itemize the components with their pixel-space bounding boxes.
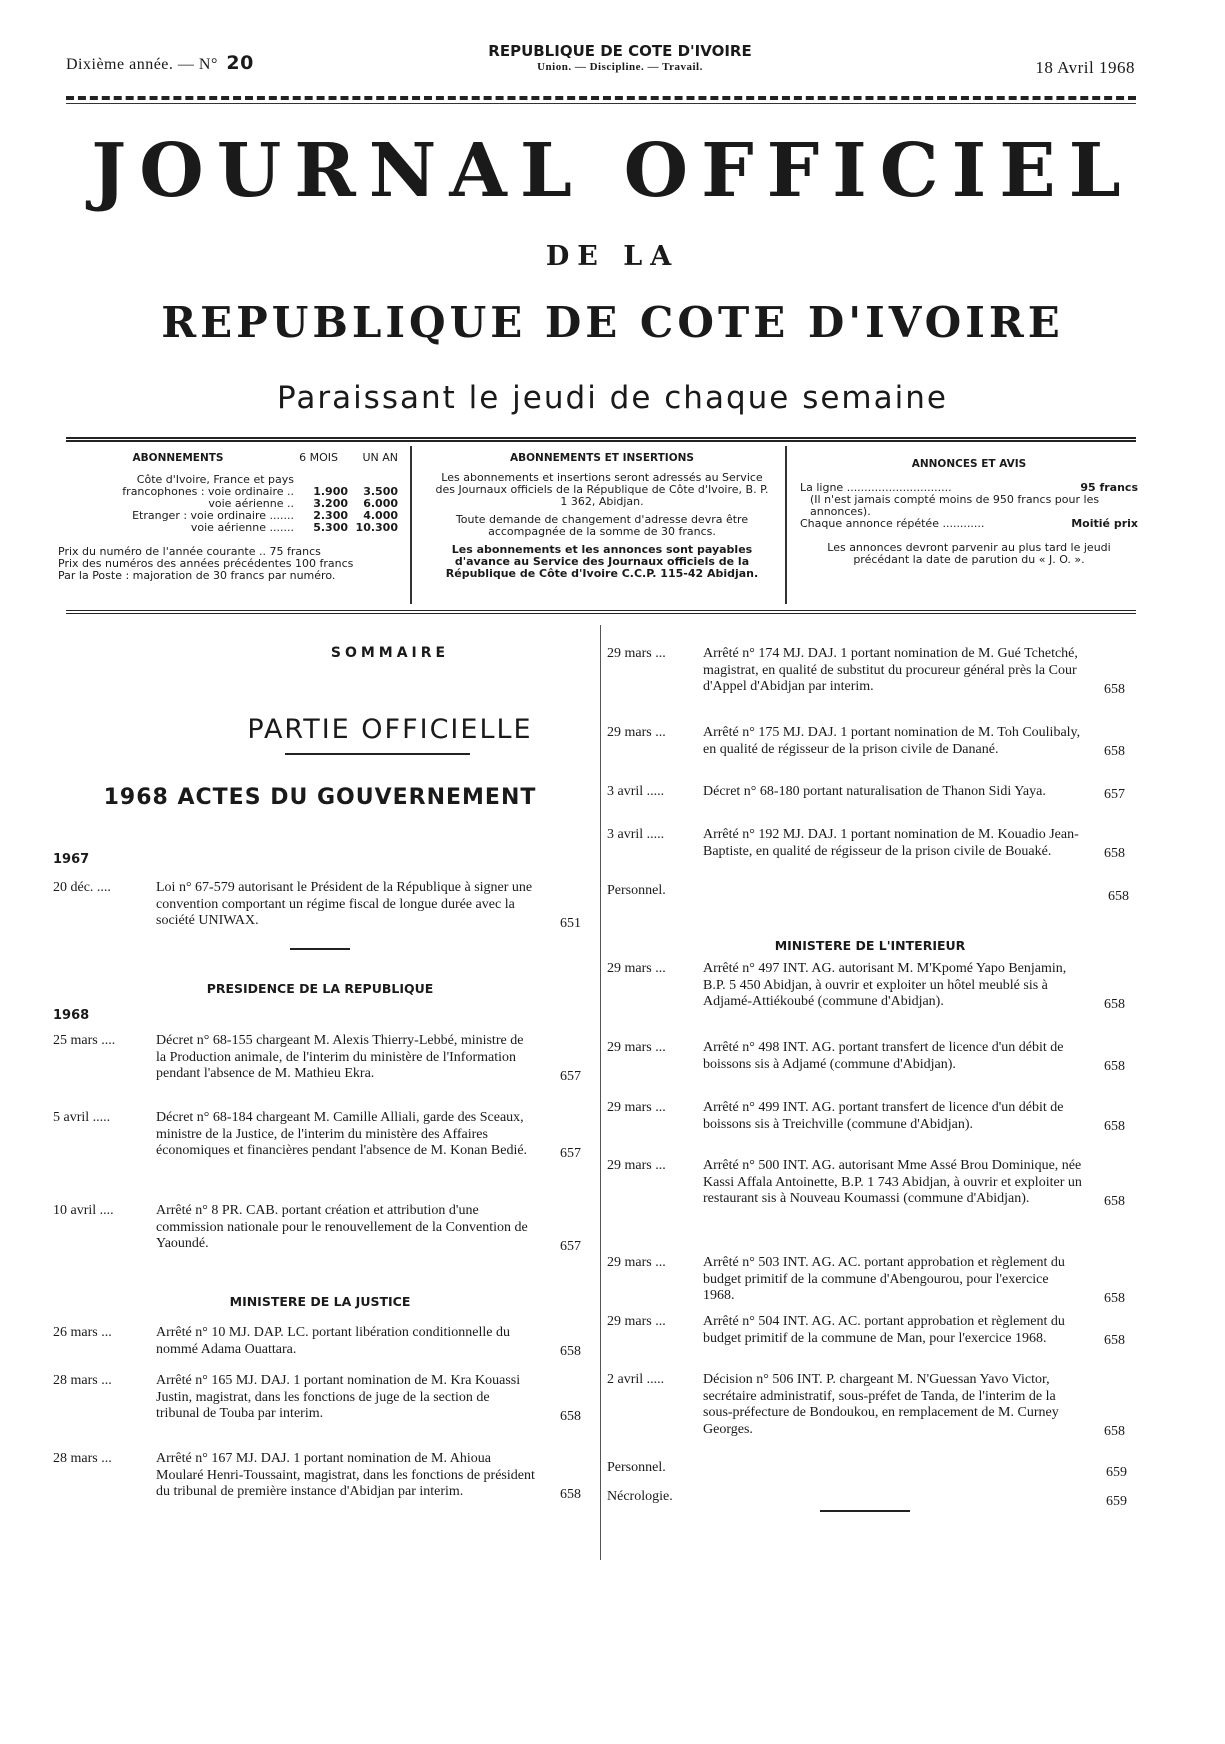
abonnement-label: francophones : voie ordinaire .. <box>122 485 294 498</box>
header-country: REPUBLIQUE DE COTE D'IVOIRE <box>488 42 752 60</box>
info-band-top-rule <box>66 437 1136 442</box>
sommaire-entry <box>53 1373 590 1453</box>
entry-text: Loi n° 67-579 autorisant le Président de la République à signer une convention comportant un régime fiscal de longue durée avec la société UNIWAX. <box>156 880 533 928</box>
abonnement-6mois: 5.300 <box>313 521 348 534</box>
necrologie-page: 659 <box>1106 1494 1127 1509</box>
insertions-p2: Toute demande de changement d'adresse devra être accompagnée de la somme de 30 francs. <box>455 513 749 538</box>
issue-prefix: Dixième année. — N° <box>66 56 218 73</box>
personnel-label: Personnel. <box>607 883 666 898</box>
entry-page: 657 <box>560 1239 581 1254</box>
abonnement-label: Côte d'Ivoire, France et pays <box>136 473 294 486</box>
entry-text: Arrêté n° 167 MJ. DAJ. 1 portant nomination de M. Ahioua Moularé Henri-Toussaint, magistrat, dans les fonctions de président du tribunal de première instance d'Abidjan par interim. <box>156 1451 535 1499</box>
insertions-p1: Les abonnements et insertions seront adressés au Service des Journaux officiels de la République de Côte d'Ivoire, B. P. 1 362, Abidjan. <box>435 471 769 508</box>
annonce-repetee-value: Moitié prix <box>1071 517 1138 530</box>
annonce-ligne-value: 95 francs <box>1080 481 1138 494</box>
header-rule <box>66 96 1136 100</box>
entry-text: Arrêté n° 174 MJ. DAJ. 1 portant nomination de M. Gué Tchetché, magistrat, en qualité de substitut du procureur général près la Cour d'Appel d'Abidjan par interim. <box>703 646 1078 694</box>
necrologie-label: Nécrologie. <box>607 1489 673 1504</box>
annonce-repetee-label: Chaque annonce répétée ............ <box>800 517 985 530</box>
entry-page: 657 <box>560 1146 581 1161</box>
entry-text: Arrêté n° 504 INT. AG. AC. portant approbation et règlement du budget primitif de la commune de Man, pour l'exercice 1968. <box>703 1314 1065 1346</box>
entry-page: 658 <box>1104 1059 1125 1074</box>
sommaire-entry <box>53 1110 590 1190</box>
journal-de-la: DE LA <box>545 241 680 272</box>
year-heading: 1968 <box>53 1008 90 1023</box>
personnel-page: 659 <box>1106 1465 1127 1480</box>
entry-page: 658 <box>1104 744 1125 759</box>
header-rule-thin <box>66 103 1136 104</box>
entry-date: 28 mars ... <box>53 1373 112 1388</box>
section-separator <box>290 948 350 950</box>
header-center <box>420 42 820 73</box>
annonces-footer: Les annonces devront parvenir au plus tard le jeudi précédant la date de parution du « J. O. ». <box>827 541 1111 566</box>
abonnement-6mois: 1.900 <box>313 485 348 498</box>
insertions-box <box>432 452 772 580</box>
journal-subtitle: Paraissant le jeudi de chaque semaine <box>277 380 948 416</box>
annonces-title: ANNONCES ET AVIS <box>911 458 1027 470</box>
entry-date: 29 mars ... <box>607 1255 666 1270</box>
abonnements-header <box>58 452 398 464</box>
annonces-box <box>800 452 1138 566</box>
abonnement-1an: 3.500 <box>363 485 398 498</box>
entry-date: 29 mars ... <box>607 1314 666 1329</box>
sommaire-entry <box>53 1451 590 1531</box>
entry-text: Arrêté n° 175 MJ. DAJ. 1 portant nomination de M. Toh Coulibaly, en qualité de régisseur de la prison civile de Danané. <box>703 725 1081 757</box>
info-band-bottom-rule <box>66 610 1136 614</box>
abonnement-label: voie aérienne .. <box>208 497 294 510</box>
entry-text: Décret n° 68-180 portant naturalisation de Thanon Sidi Yaya. <box>703 784 1046 799</box>
sommaire-entry <box>53 1203 590 1283</box>
entry-text: Arrêté n° 500 INT. AG. autorisant Mme Assé Brou Dominique, née Kassi Affala Antoinette, B.P. 1 743 Abidjan, à ouvrir et exploiter un restaurant sis à Nouveau Koumassi (commune d'Abidjan). <box>703 1158 1082 1206</box>
price-line: Par la Poste : majoration de 30 francs par numéro. <box>58 569 336 582</box>
entry-date: 29 mars ... <box>607 725 666 740</box>
entry-date: 2 avril ..... <box>607 1372 665 1387</box>
sommaire-entry <box>607 827 1134 907</box>
entry-date: 10 avril .... <box>53 1203 114 1218</box>
sommaire-title: SOMMAIRE <box>330 645 450 661</box>
section-presidence: PRESIDENCE DE LA REPUBLIQUE <box>206 981 434 996</box>
partie-underline <box>285 753 470 755</box>
entry-text: Arrêté n° 503 INT. AG. AC. portant approbation et règlement du budget primitif de la commune d'Abengourou, pour l'exercice 1968. <box>703 1255 1065 1303</box>
price-line: Prix des numéros des années précédentes 100 francs <box>58 557 354 570</box>
price-line: Prix du numéro de l'année courante .. 75 francs <box>58 545 321 558</box>
abonnement-row <box>58 522 398 534</box>
entry-date: 28 mars ... <box>53 1451 112 1466</box>
partie-officielle: PARTIE OFFICIELLE <box>247 714 533 745</box>
sommaire-entry <box>607 1158 1134 1238</box>
entry-date: 26 mars ... <box>53 1325 112 1340</box>
entry-text: Arrêté n° 497 INT. AG. autorisant M. M'Kpomé Yapo Benjamin, B.P. 5 450 Abidjan, à ouvrir et exploiter un hôtel meublé sis à Adjamé-Attiékoubé (commune d'Abidjan). <box>703 961 1067 1009</box>
entry-text: Arrêté n° 192 MJ. DAJ. 1 portant nomination de M. Kouadio Jean-Baptiste, en qualité de régisseur de la prison civile de Bouaké. <box>703 827 1079 859</box>
entry-page: 657 <box>560 1069 581 1084</box>
entry-date: 29 mars ... <box>607 1158 666 1173</box>
header-motto: Union. — Discipline. — Travail. <box>537 61 703 73</box>
abonnement-6mois: 3.200 <box>313 497 348 510</box>
insertions-title: ABONNEMENTS ET INSERTIONS <box>510 452 694 464</box>
entry-date: 20 déc. .... <box>53 880 111 895</box>
entry-page: 658 <box>1104 997 1125 1012</box>
column-divider <box>600 625 601 1560</box>
entry-date: 29 mars ... <box>607 646 666 661</box>
annonce-note: (Il n'est jamais compté moins de 950 francs pour les annonces). <box>810 493 1100 518</box>
entry-text: Arrêté n° 165 MJ. DAJ. 1 portant nomination de M. Kra Kouassi Justin, magistrat, dans les fonctions de juge de la section de tribunal de Touba par interim. <box>156 1373 521 1421</box>
journal-republic: REPUBLIQUE DE COTE D'IVOIRE <box>161 298 1064 347</box>
entry-page: 651 <box>560 916 581 931</box>
entry-date: 29 mars ... <box>607 961 666 976</box>
abonnement-label: Etranger : voie ordinaire ....... <box>132 509 294 522</box>
info-divider <box>785 446 787 604</box>
end-separator <box>820 1510 910 1512</box>
personnel-label: Personnel. <box>607 1460 666 1475</box>
entry-date: 3 avril ..... <box>607 827 665 842</box>
personnel-page: 658 <box>1108 889 1129 904</box>
entry-page: 658 <box>1104 1291 1125 1306</box>
entry-text: Décret n° 68-184 chargeant M. Camille Alliali, garde des Sceaux, ministre de la Justice, de l'interim du ministère des Affaires économiques et financières pendant l'absence de M. Konan Bedié. <box>156 1110 528 1158</box>
abonnement-6mois: 2.300 <box>313 509 348 522</box>
entry-page: 658 <box>1104 1119 1125 1134</box>
col-1an: UN AN <box>362 451 398 464</box>
entry-page: 658 <box>560 1487 581 1502</box>
section-justice: MINISTERE DE LA JUSTICE <box>229 1294 411 1309</box>
entry-page: 658 <box>1104 1424 1125 1439</box>
abonnement-1an: 10.300 <box>355 521 398 534</box>
section-interieur: MINISTERE DE L'INTERIEUR <box>774 938 966 953</box>
entry-text: Arrêté n° 499 INT. AG. portant transfert de licence d'un débit de boissons sis à Treichville (commune d'Abidjan). <box>703 1100 1064 1132</box>
issue-number <box>66 52 254 74</box>
abonnement-1an: 4.000 <box>363 509 398 522</box>
sommaire-entry <box>607 1372 1134 1452</box>
entry-page: 657 <box>1104 787 1125 802</box>
entry-page: 658 <box>1104 1333 1125 1348</box>
entry-text: Décision n° 506 INT. P. chargeant M. N'Guessan Yavo Victor, secrétaire administratif, sous-préfet de Tanda, de l'interim de la sous-préfecture de Bondoukou, en remplacement de M. Curney Georges. <box>703 1372 1059 1437</box>
year-heading: 1967 <box>53 852 90 867</box>
annonce-ligne-label: La ligne .............................. <box>800 481 952 494</box>
entry-date: 5 avril ..... <box>53 1110 111 1125</box>
sommaire-entry <box>53 1033 590 1113</box>
abonnements-box <box>58 452 398 582</box>
entry-date: 29 mars ... <box>607 1100 666 1115</box>
abonnement-1an: 6.000 <box>363 497 398 510</box>
info-divider <box>410 446 412 604</box>
entry-page: 658 <box>1104 1194 1125 1209</box>
annonce-repetee <box>800 518 1138 530</box>
entry-page: 658 <box>560 1344 581 1359</box>
col-6mois: 6 MOIS <box>299 451 338 464</box>
entry-text: Décret n° 68-155 chargeant M. Alexis Thierry-Lebbé, ministre de la Production animale, de l'interim du ministère de l'Information pendant l'absence de M. Mathieu Ekra. <box>156 1033 524 1081</box>
entry-date: 29 mars ... <box>607 1040 666 1055</box>
sommaire-entry <box>607 646 1134 726</box>
sommaire-entry <box>607 961 1134 1041</box>
entry-page: 658 <box>1104 846 1125 861</box>
entry-page: 658 <box>560 1409 581 1424</box>
actes-heading: 1968 ACTES DU GOUVERNEMENT <box>103 785 537 810</box>
abonnements-title: ABONNEMENTS <box>132 452 224 464</box>
insertions-p3: Les abonnements et les annonces sont payables d'avance au Service des Journaux officiels de la République de Côte d'Ivoire C.C.P. 115-42 Abidjan. <box>445 543 759 580</box>
entry-text: Arrêté n° 10 MJ. DAP. LC. portant libération conditionnelle du nommé Adama Ouattara. <box>156 1325 510 1357</box>
issue-date: 18 Avril 1968 <box>1035 58 1135 77</box>
entry-date: 25 mars .... <box>53 1033 116 1048</box>
entry-page: 658 <box>1104 682 1125 697</box>
abonnements-rows <box>58 474 398 534</box>
entry-text: Arrêté n° 498 INT. AG. portant transfert de licence d'un débit de boissons sis à Adjamé (commune d'Abidjan). <box>703 1040 1064 1072</box>
journal-title: JOURNAL OFFICIEL <box>91 128 1134 214</box>
issue-number-value: 20 <box>226 52 254 74</box>
abonnement-label: voie aérienne ....... <box>190 521 294 534</box>
entry-date: 3 avril ..... <box>607 784 665 799</box>
entry-text: Arrêté n° 8 PR. CAB. portant création et attribution d'une commission nationale pour le renouvellement de la Convention de Yaoundé. <box>156 1203 528 1251</box>
